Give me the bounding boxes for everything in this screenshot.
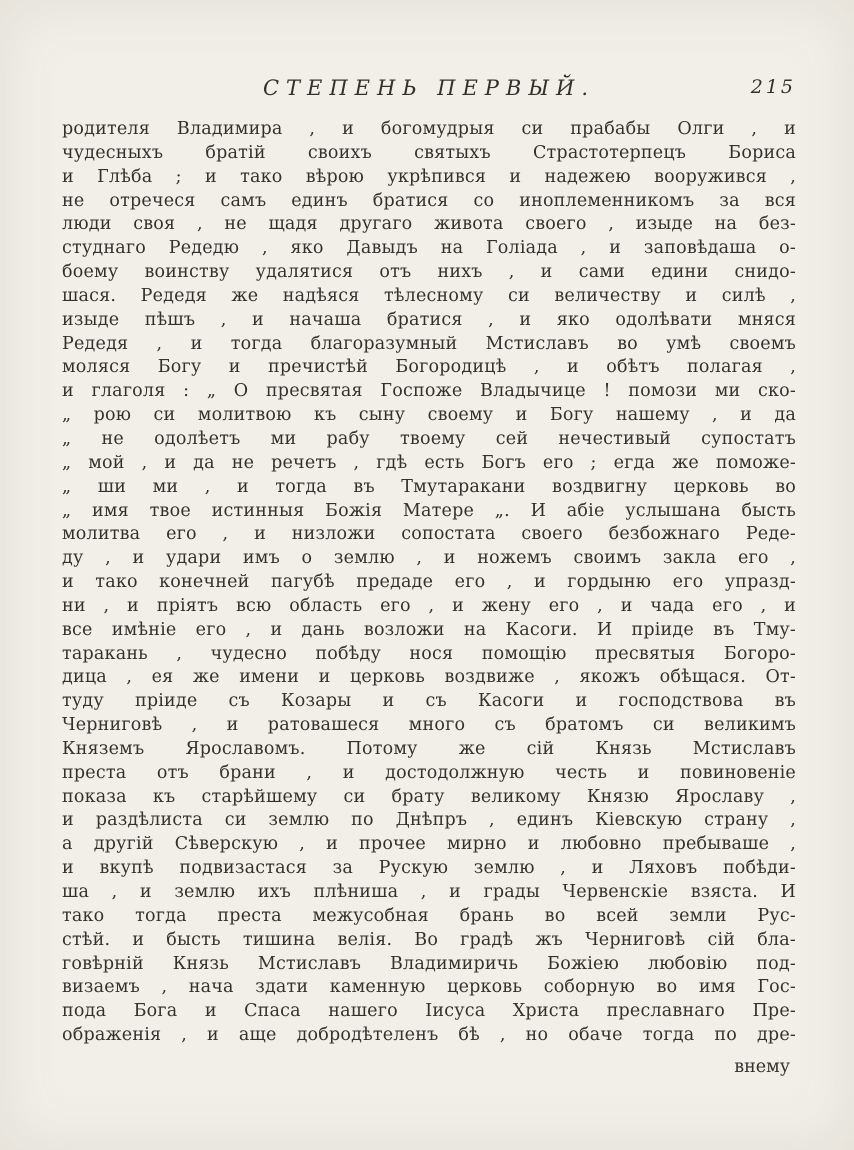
text-line: боему воинству удалятися отъ нихъ , и сами едини снидо-	[62, 262, 796, 283]
text-line: „ рою си молитвою къ сыну своему и Богу нашему , и да	[62, 405, 796, 426]
text-line: „ мой , и да не речетъ , гдѣ есть Богъ его ; егда же поможе-	[62, 452, 796, 473]
text-line: „ ши ми , и тогда въ Тмутаракани воздвигну церковь во	[62, 476, 796, 497]
text-line: таракань , чудесно побѣду нося помощію пресвятыя Богоро-	[62, 643, 796, 664]
text-line: Княземъ Ярославомъ. Потому же сій Князь Мстиславъ	[62, 738, 796, 759]
text-line: люди своя , не щадя другаго живота своего , изыде на без-	[62, 214, 796, 235]
page-number: 215	[750, 76, 796, 98]
text-line: говѣрній Князь Мстиславъ Владимиричь Божіею любовію под-	[62, 953, 796, 974]
body-text	[62, 118, 796, 1080]
page-header-title: СТЕПЕНЬ ПЕРВЫЙ.	[262, 76, 596, 100]
text-line: туду пріиде съ Козары и съ Касоги и господствова въ	[62, 691, 796, 712]
text-line: и тако конечней пагубѣ предаде его , и гордыню его упразд-	[62, 572, 796, 593]
text-line: моляся Богу и пречистѣй Богородицѣ , и обѣтъ полагая ,	[62, 357, 796, 378]
text-line: Черниговѣ , и ратовашеся много съ братомъ си великимъ	[62, 715, 796, 736]
text-line: „ имя твое истинныя Божія Матере „. И абіе услышана бысть	[62, 500, 796, 521]
text-line: ша , и землю ихъ плѣниша , и грады Червенскіе взяста. И	[62, 882, 796, 902]
text-line: „ не одолѣетъ ми рабу твоему сей нечестивый супостатъ	[62, 428, 796, 449]
text-line: родителя Владимира , и богомудрыя си прабабы Олги , и	[62, 119, 796, 139]
text-line: визаемъ , нача здати каменную церковь соборную во имя Гос-	[62, 977, 796, 998]
text-line: а другій Сѣверскую , и прочее мирно и любовно пребываше ,	[62, 834, 796, 855]
text-line: Редедя , и тогда благоразумный Мстиславъ во умѣ своемъ	[62, 333, 796, 354]
text-line: молитва его , и низложи сопостата своего безбожнаго Реде-	[62, 524, 796, 545]
text-line: дица , ея же имени и церковь воздвиже , якожъ обѣщася. От-	[62, 667, 796, 688]
text-line: преста отъ брани , и достодолжную честь и повиновеніе	[62, 762, 796, 783]
running-head	[62, 76, 796, 104]
text-line: показа къ старѣйшему си брату великому Князю Ярославу ,	[62, 786, 796, 807]
text-line: чудесныхъ братій своихъ святыхъ Страстотерпецъ Бориса	[62, 142, 796, 163]
text-line: и раздѣлиста си землю по Днѣпръ , единъ Кіевскую страну ,	[62, 810, 796, 831]
text-line: все имѣніе его , и дань возложи на Касоги. И пріиде въ Тму-	[62, 619, 796, 640]
text-line: не отречеся самъ единъ братися со иноплеменникомъ за вся	[62, 190, 796, 211]
text-line: шася. Редедя же надѣяся тѣлесному си величеству и силѣ ,	[62, 285, 796, 306]
text-line: пода Бога и Спаса нашего Іисуса Христа преславнаго Пре-	[62, 1001, 796, 1022]
text-line: ображенія , и аще добродѣтеленъ бѣ , но обаче тогда по дре-	[62, 1025, 796, 1046]
text-line: ни , и пріятъ всю область его , и жену его , и чада его , и	[62, 595, 796, 616]
text-line: студнаго Редедю , яко Давыдъ на Голіада , и заповѣдаша о-	[62, 238, 796, 259]
text-line: ду , и удари имъ о землю , и ножемъ своимъ закла его ,	[62, 548, 796, 569]
text-line: и вкупѣ подвизастася за Рускую землю , и Ляховъ побѣди-	[62, 858, 796, 879]
text-line: тако тогда преста межусобная брань во всей земли Рус-	[62, 905, 796, 926]
text-line: изыде пѣшъ , и начаша братися , и яко одолѣвати мняся	[62, 309, 796, 330]
text-line: и глаголя : „ О пресвятая Госпоже Владычице ! помози ми ско-	[62, 381, 796, 402]
text-line: стѣй. и бысть тишина велія. Во градѣ жъ Черниговѣ сій бла-	[62, 929, 796, 950]
text-line: и Глѣба ; и тако вѣрою укрѣпився и надежею вооружився ,	[62, 166, 796, 187]
catchword: внему	[734, 1056, 790, 1077]
